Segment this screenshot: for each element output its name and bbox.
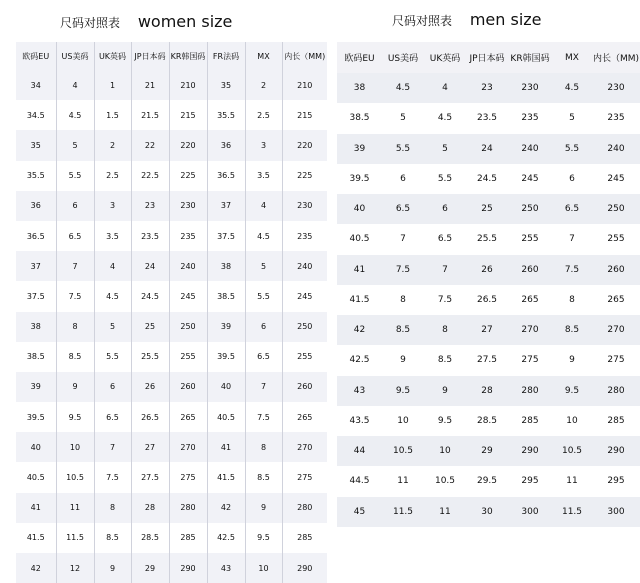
women-table-cell: 40.5 [16, 462, 56, 492]
men-table-cell: 9.5 [424, 406, 466, 436]
women-table-cell: 35 [207, 70, 245, 100]
women-table-cell: 285 [282, 523, 327, 553]
women-table-cell: 37.5 [207, 221, 245, 251]
men-table-cell: 300 [592, 497, 640, 527]
women-table-row [16, 402, 327, 432]
women-table-cell: 27 [131, 432, 169, 462]
men-table-cell: 9 [424, 376, 466, 406]
women-size-table [16, 42, 327, 583]
men-table-cell: 11 [552, 466, 592, 496]
women-table-cell: 275 [169, 462, 207, 492]
women-table-row [16, 432, 327, 462]
men-table-row [337, 315, 640, 345]
men-table-cell: 290 [508, 436, 552, 466]
men-table-cell: 25 [466, 194, 508, 224]
women-table-cell: 225 [169, 161, 207, 191]
women-table-cell: 290 [169, 553, 207, 583]
men-table-cell: 10 [424, 436, 466, 466]
men-table-cell: 290 [592, 436, 640, 466]
women-table-cell: 2 [94, 130, 131, 160]
men-table-cell: 230 [508, 73, 552, 103]
women-table-row [16, 70, 327, 100]
men-table-cell: 4.5 [382, 73, 424, 103]
men-table-cell: 42.5 [337, 345, 382, 375]
women-header-cell: UK英码 [94, 42, 131, 70]
men-header-cell: JP日本码 [466, 42, 508, 73]
women-table-cell: 4 [245, 191, 282, 221]
women-header-cell: KR韩国码 [169, 42, 207, 70]
women-header-cell: JP日本码 [131, 42, 169, 70]
women-table-cell: 225 [282, 161, 327, 191]
men-table-cell: 45 [337, 497, 382, 527]
women-table-cell: 4 [56, 70, 94, 100]
men-table-cell: 23 [466, 73, 508, 103]
men-table-cell: 280 [592, 376, 640, 406]
women-table-cell: 37 [207, 191, 245, 221]
women-table-cell: 5 [245, 251, 282, 281]
women-table-cell: 26 [131, 372, 169, 402]
women-table-cell: 39 [16, 372, 56, 402]
men-table-cell: 295 [508, 466, 552, 496]
women-table-cell: 2.5 [245, 100, 282, 130]
women-table-cell: 35 [16, 130, 56, 160]
women-table-cell: 10.5 [56, 462, 94, 492]
men-header-cell: UK英码 [424, 42, 466, 73]
men-title-cn: 尺码对照表 [392, 14, 453, 28]
women-table-cell: 7 [94, 432, 131, 462]
men-table-cell: 5 [552, 103, 592, 133]
men-table-cell: 10.5 [552, 436, 592, 466]
men-table-cell: 38 [337, 73, 382, 103]
women-table-cell: 40 [16, 432, 56, 462]
men-table-cell: 9.5 [552, 376, 592, 406]
women-table-cell: 285 [169, 523, 207, 553]
men-table-cell: 245 [508, 164, 552, 194]
women-table-cell: 35.5 [207, 100, 245, 130]
men-table-cell: 255 [592, 224, 640, 254]
men-table-cell: 285 [508, 406, 552, 436]
women-table-row [16, 281, 327, 311]
women-table-cell: 1 [94, 70, 131, 100]
men-table-cell: 270 [592, 315, 640, 345]
women-table-cell: 22.5 [131, 161, 169, 191]
women-table-cell: 260 [282, 372, 327, 402]
men-table-cell: 6 [552, 164, 592, 194]
women-table-cell: 38.5 [16, 342, 56, 372]
men-table-cell: 29.5 [466, 466, 508, 496]
women-table-cell: 26.5 [131, 402, 169, 432]
men-table-cell: 23.5 [466, 103, 508, 133]
men-table-cell: 8.5 [382, 315, 424, 345]
women-table-cell: 3 [94, 191, 131, 221]
women-table-cell: 9 [56, 372, 94, 402]
men-table-cell: 245 [592, 164, 640, 194]
men-table-cell: 5.5 [382, 134, 424, 164]
men-header-cell: MX [552, 42, 592, 73]
men-table-cell: 40 [337, 194, 382, 224]
women-header-cell: 内长（MM) [282, 42, 327, 70]
men-table-cell: 28 [466, 376, 508, 406]
women-table-cell: 43 [207, 553, 245, 583]
men-table-cell: 38.5 [337, 103, 382, 133]
men-table-row [337, 194, 640, 224]
men-table-cell: 260 [592, 255, 640, 285]
men-size-title [392, 10, 542, 29]
men-table-cell: 265 [592, 285, 640, 315]
women-table-cell: 275 [282, 462, 327, 492]
men-table-cell: 5 [382, 103, 424, 133]
men-table-cell: 270 [508, 315, 552, 345]
men-table-cell: 27 [466, 315, 508, 345]
women-table-cell: 255 [169, 342, 207, 372]
men-table-cell: 5 [424, 134, 466, 164]
men-table-cell: 7 [382, 224, 424, 254]
women-table-cell: 9.5 [245, 523, 282, 553]
women-table-cell: 8.5 [56, 342, 94, 372]
women-table-cell: 3.5 [94, 221, 131, 251]
women-table-cell: 36 [207, 130, 245, 160]
women-table-cell: 34.5 [16, 100, 56, 130]
women-table-row [16, 553, 327, 583]
women-table-cell: 23 [131, 191, 169, 221]
women-table-cell: 7 [56, 251, 94, 281]
women-table-cell: 37.5 [16, 281, 56, 311]
men-table-cell: 4.5 [424, 103, 466, 133]
men-table-cell: 7 [552, 224, 592, 254]
women-table-cell: 37 [16, 251, 56, 281]
men-table-cell: 8 [552, 285, 592, 315]
women-table-cell: 7.5 [94, 462, 131, 492]
men-table-cell: 26.5 [466, 285, 508, 315]
women-table-cell: 8.5 [94, 523, 131, 553]
men-table-cell: 300 [508, 497, 552, 527]
women-table-cell: 12 [56, 553, 94, 583]
women-table-cell: 36.5 [207, 161, 245, 191]
women-table-cell: 265 [282, 402, 327, 432]
women-table-row [16, 493, 327, 523]
men-table-cell: 8.5 [424, 345, 466, 375]
women-table-cell: 240 [169, 251, 207, 281]
men-table-cell: 11.5 [552, 497, 592, 527]
women-table-cell: 235 [282, 221, 327, 251]
women-table-cell: 210 [169, 70, 207, 100]
men-table-cell: 40.5 [337, 224, 382, 254]
men-table-cell: 275 [592, 345, 640, 375]
women-header-cell: FR法码 [207, 42, 245, 70]
men-table-cell: 41 [337, 255, 382, 285]
women-header-cell: US美码 [56, 42, 94, 70]
women-table-cell: 270 [282, 432, 327, 462]
women-table-cell: 215 [282, 100, 327, 130]
women-table-row [16, 523, 327, 553]
women-table-cell: 9 [245, 493, 282, 523]
men-table-cell: 250 [592, 194, 640, 224]
women-table-cell: 41 [207, 432, 245, 462]
women-table-cell: 41 [16, 493, 56, 523]
women-table-cell: 21 [131, 70, 169, 100]
women-table-cell: 245 [169, 281, 207, 311]
women-table-cell: 40 [207, 372, 245, 402]
men-table-cell: 7.5 [552, 255, 592, 285]
men-table-cell: 9 [552, 345, 592, 375]
men-table-cell: 6.5 [552, 194, 592, 224]
men-title-en: men size [469, 10, 542, 29]
women-table-cell: 6 [245, 312, 282, 342]
women-table-cell: 8 [56, 312, 94, 342]
women-table-cell: 8 [245, 432, 282, 462]
women-table-cell: 10 [245, 553, 282, 583]
women-table-cell: 41.5 [16, 523, 56, 553]
men-table-cell: 10.5 [382, 436, 424, 466]
men-header-cell: 内长（MM) [592, 42, 640, 73]
men-table-cell: 265 [508, 285, 552, 315]
women-table-cell: 1.5 [94, 100, 131, 130]
men-table-cell: 27.5 [466, 345, 508, 375]
women-table-cell: 6 [94, 372, 131, 402]
men-table-row [337, 103, 640, 133]
women-table-cell: 215 [169, 100, 207, 130]
men-table-cell: 11 [382, 466, 424, 496]
men-table-cell: 10.5 [424, 466, 466, 496]
men-header-cell: 欧码EU [337, 42, 382, 73]
women-table-cell: 10 [56, 432, 94, 462]
women-table-cell: 4.5 [94, 281, 131, 311]
men-table-row [337, 497, 640, 527]
women-table-cell: 5 [94, 312, 131, 342]
men-table-cell: 240 [508, 134, 552, 164]
men-table-row [337, 406, 640, 436]
men-table-cell: 43 [337, 376, 382, 406]
women-table-cell: 5.5 [56, 161, 94, 191]
men-table-cell: 44.5 [337, 466, 382, 496]
men-table-cell: 240 [592, 134, 640, 164]
women-table-cell: 4 [94, 251, 131, 281]
women-header-cell: 欧码EU [16, 42, 56, 70]
men-table-cell: 260 [508, 255, 552, 285]
women-table-row [16, 342, 327, 372]
women-table-cell: 230 [169, 191, 207, 221]
men-table-row [337, 134, 640, 164]
women-table-row [16, 312, 327, 342]
women-table-cell: 2 [245, 70, 282, 100]
women-table-cell: 260 [169, 372, 207, 402]
men-table-cell: 250 [508, 194, 552, 224]
men-table-cell: 41.5 [337, 285, 382, 315]
men-table-cell: 39.5 [337, 164, 382, 194]
men-table-cell: 44 [337, 436, 382, 466]
women-table-cell: 4.5 [56, 100, 94, 130]
men-table-cell: 24 [466, 134, 508, 164]
women-table-cell: 7.5 [245, 402, 282, 432]
men-header-row [337, 42, 640, 73]
men-size-table [337, 42, 640, 527]
women-table-cell: 265 [169, 402, 207, 432]
men-table-cell: 230 [592, 73, 640, 103]
women-table-cell: 25.5 [131, 342, 169, 372]
women-table-cell: 38.5 [207, 281, 245, 311]
women-table-cell: 9 [94, 553, 131, 583]
men-table-cell: 10 [382, 406, 424, 436]
women-table-cell: 280 [282, 493, 327, 523]
women-table-cell: 250 [169, 312, 207, 342]
women-header-row [16, 42, 327, 70]
women-table-row [16, 130, 327, 160]
men-table-cell: 4.5 [552, 73, 592, 103]
men-header-cell: US美码 [382, 42, 424, 73]
women-header-cell: MX [245, 42, 282, 70]
women-table-cell: 270 [169, 432, 207, 462]
women-table-cell: 36 [16, 191, 56, 221]
women-table-cell: 42 [207, 493, 245, 523]
women-table-row [16, 462, 327, 492]
women-table-cell: 38 [207, 251, 245, 281]
women-table-row [16, 161, 327, 191]
women-table-cell: 4.5 [245, 221, 282, 251]
women-size-title [60, 12, 232, 31]
women-table-cell: 6.5 [56, 221, 94, 251]
women-table-row [16, 100, 327, 130]
men-table-cell: 6.5 [424, 224, 466, 254]
men-table-row [337, 345, 640, 375]
women-table-cell: 7 [245, 372, 282, 402]
women-table-cell: 280 [169, 493, 207, 523]
women-table-row [16, 191, 327, 221]
women-table-cell: 8 [94, 493, 131, 523]
women-table-cell: 24 [131, 251, 169, 281]
men-table-cell: 8.5 [552, 315, 592, 345]
men-table-row [337, 224, 640, 254]
men-table-cell: 9 [382, 345, 424, 375]
men-table-cell: 43.5 [337, 406, 382, 436]
women-table-cell: 24.5 [131, 281, 169, 311]
men-table-cell: 10 [552, 406, 592, 436]
women-table-cell: 5 [56, 130, 94, 160]
women-table-cell: 22 [131, 130, 169, 160]
women-table-cell: 34 [16, 70, 56, 100]
men-table-row [337, 466, 640, 496]
men-header-cell: KR韩国码 [508, 42, 552, 73]
women-table-cell: 36.5 [16, 221, 56, 251]
men-table-cell: 5.5 [424, 164, 466, 194]
women-table-cell: 5.5 [94, 342, 131, 372]
women-table-cell: 40.5 [207, 402, 245, 432]
women-table-cell: 35.5 [16, 161, 56, 191]
women-table-row [16, 221, 327, 251]
women-table-cell: 245 [282, 281, 327, 311]
women-table-cell: 28 [131, 493, 169, 523]
men-table-cell: 25.5 [466, 224, 508, 254]
men-table-cell: 7 [424, 255, 466, 285]
women-table-cell: 230 [282, 191, 327, 221]
women-table-cell: 235 [169, 221, 207, 251]
women-table-cell: 42.5 [207, 523, 245, 553]
men-table-cell: 6.5 [382, 194, 424, 224]
women-table-cell: 7.5 [56, 281, 94, 311]
women-table-cell: 250 [282, 312, 327, 342]
women-table-cell: 290 [282, 553, 327, 583]
women-table-cell: 41.5 [207, 462, 245, 492]
men-table-cell: 5.5 [552, 134, 592, 164]
women-table-row [16, 251, 327, 281]
men-table-cell: 24.5 [466, 164, 508, 194]
women-table-cell: 210 [282, 70, 327, 100]
women-title-cn: 尺码对照表 [60, 16, 121, 30]
women-table-cell: 8.5 [245, 462, 282, 492]
men-table-cell: 26 [466, 255, 508, 285]
women-table-cell: 2.5 [94, 161, 131, 191]
men-table-cell: 255 [508, 224, 552, 254]
men-table-row [337, 285, 640, 315]
women-table-cell: 255 [282, 342, 327, 372]
men-table-cell: 39 [337, 134, 382, 164]
men-table-row [337, 73, 640, 103]
men-table-cell: 6 [382, 164, 424, 194]
men-table-cell: 8 [382, 285, 424, 315]
men-table-row [337, 164, 640, 194]
men-table-cell: 11.5 [382, 497, 424, 527]
men-table-cell: 235 [508, 103, 552, 133]
women-table-cell: 11 [56, 493, 94, 523]
women-table-cell: 29 [131, 553, 169, 583]
women-table-cell: 39 [207, 312, 245, 342]
men-table-cell: 30 [466, 497, 508, 527]
men-table-cell: 9.5 [382, 376, 424, 406]
men-table-cell: 280 [508, 376, 552, 406]
women-table-cell: 6.5 [245, 342, 282, 372]
women-table-cell: 23.5 [131, 221, 169, 251]
women-table-cell: 42 [16, 553, 56, 583]
women-table-cell: 21.5 [131, 100, 169, 130]
women-table-cell: 39.5 [16, 402, 56, 432]
men-table-cell: 28.5 [466, 406, 508, 436]
men-table-cell: 7.5 [424, 285, 466, 315]
women-title-en: women size [137, 12, 233, 31]
women-table-cell: 240 [282, 251, 327, 281]
women-table-cell: 27.5 [131, 462, 169, 492]
men-table-cell: 295 [592, 466, 640, 496]
men-table-cell: 11 [424, 497, 466, 527]
women-table-cell: 11.5 [56, 523, 94, 553]
men-table-cell: 4 [424, 73, 466, 103]
women-table-cell: 3.5 [245, 161, 282, 191]
women-table-cell: 9.5 [56, 402, 94, 432]
women-table-cell: 3 [245, 130, 282, 160]
women-table-cell: 39.5 [207, 342, 245, 372]
women-table-cell: 5.5 [245, 281, 282, 311]
women-table-cell: 28.5 [131, 523, 169, 553]
women-table-cell: 25 [131, 312, 169, 342]
men-table-row [337, 376, 640, 406]
men-table-cell: 42 [337, 315, 382, 345]
men-table-cell: 29 [466, 436, 508, 466]
men-table-row [337, 436, 640, 466]
men-table-cell: 285 [592, 406, 640, 436]
men-table-cell: 275 [508, 345, 552, 375]
women-table-cell: 220 [282, 130, 327, 160]
men-table-cell: 7.5 [382, 255, 424, 285]
men-table-cell: 6 [424, 194, 466, 224]
men-table-row [337, 255, 640, 285]
women-table-cell: 6 [56, 191, 94, 221]
women-table-row [16, 372, 327, 402]
women-table-cell: 38 [16, 312, 56, 342]
men-table-cell: 8 [424, 315, 466, 345]
women-table-cell: 6.5 [94, 402, 131, 432]
women-table-cell: 220 [169, 130, 207, 160]
men-table-cell: 235 [592, 103, 640, 133]
